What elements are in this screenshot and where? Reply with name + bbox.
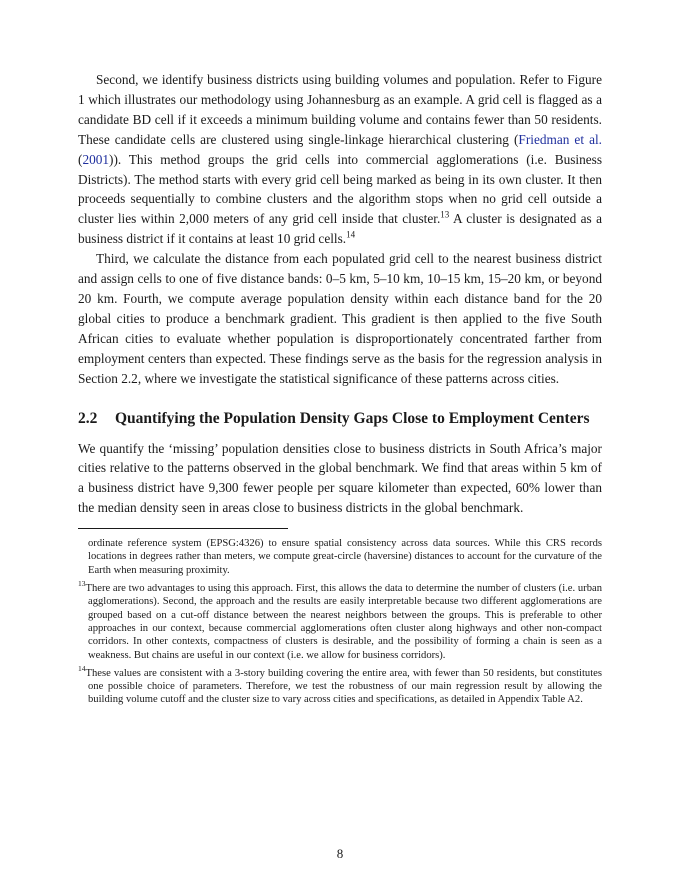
footnote-continued: ordinate reference system (EPSG:4326) to ensure spatial consistency across data sources. While this CRS records locations in degrees rather than meters, we compute great-circle (haversine) distances to account for the curvature of the Earth when measuring proximity.	[88, 538, 602, 576]
paragraph-text: A cluster is designated as a business district if it contains at least 10 grid cells.	[78, 211, 602, 247]
footnote-ref-13[interactable]: 13	[440, 209, 450, 220]
footnote-ref-14[interactable]: 14	[346, 229, 356, 240]
page-body	[78, 70, 602, 712]
section-heading	[78, 407, 602, 431]
footnote-14	[78, 664, 602, 707]
citation-link-author[interactable]: Friedman et al.	[518, 131, 602, 147]
paragraph-text: Second, we identify business districts using building volumes and population. Refer to Figure 1 which illustrates our methodology using Johannesburg as an example. A grid cell is flagged as a candidate BD cell if it exceeds a minimum building volume and contains fewer than 50 residents. These candidate cells are clustered using single-linkage hierarchical clustering (	[78, 72, 602, 147]
paragraph-distance-bands: Third, we calculate the distance from each populated grid cell to the nearest business district and assign cells to one of five distance bands: 0–5 km, 5–10 km, 10–15 km, 15–20 km, or beyond 20 km. Fourth, we compute average population density within each distance band for the 20 global cities to produce a benchmark gradient. This gradient is then applied to the five South African cities to evaluate whether population is disproportionately concentrated farther from employment centers than expected. These findings serve as the basis for the regression analysis in Section 2.2, where we investigate the statistical significance of these patterns across cities.	[78, 251, 602, 386]
footnote-number: 13	[78, 579, 86, 589]
footnote-number: 14	[78, 664, 86, 674]
paragraph-text: )). This method groups the grid cells into commercial agglomerations (i.e. Business Districts). The method starts with every grid cell being marked as being in its own cluster. It then proceeds sequentially to combine clusters and the algorithm stops when no grid cell outside a cluster lies within 2,000 meters of any grid cell inside that cluster.	[78, 151, 602, 227]
section-title: Quantifying the Population Density Gaps Close to Employment Centers	[115, 409, 590, 427]
footnote-text: There are two advantages to using this approach. First, this allows the data to determine the number of clusters (i.e. urban agglomerations). Second, the approach and the results are easily interpretable because two different agglomerations are grouped based on a cut-off distance between the nearest neighbors between the groups. This is preferable to other approaches in our context, because commercial agglomerations often cluster along highways and other non-compact corridors. In other contexts, compactness of clusters is desirable, and the possibility of forming a chain is seen as a weakness. But chains are useful in our context (i.e. we allow for business corridors).	[85, 583, 602, 661]
section-number: 2.2	[78, 409, 98, 427]
page-number: 8	[336, 846, 344, 861]
paragraph-text: (	[78, 151, 83, 167]
footnote-13	[78, 579, 602, 662]
footnote-text: These values are consistent with a 3-story building covering the entire area, with fewer than 50 residents, but constitutes one possible choice of parameters. Therefore, we test the robustness of our main regression result by allowing the building volume cutoff and the cluster size to vary across cities and specifications, as detailed in Appendix Table A2.	[85, 667, 602, 706]
footnote-divider	[78, 528, 288, 529]
paragraph-business-districts	[78, 70, 602, 249]
paragraph-missing-densities: We quantify the ‘missing’ population densities close to business districts in South Africa’s major cities relative to the patterns observed in the global benchmark. We find that areas within 5 km of a business district have 9,300 fewer people per square kilometer than expected, 60% lower than the median density seen in areas close to business districts in the global benchmark.	[78, 440, 602, 516]
citation-link-year[interactable]: 2001	[82, 151, 110, 167]
